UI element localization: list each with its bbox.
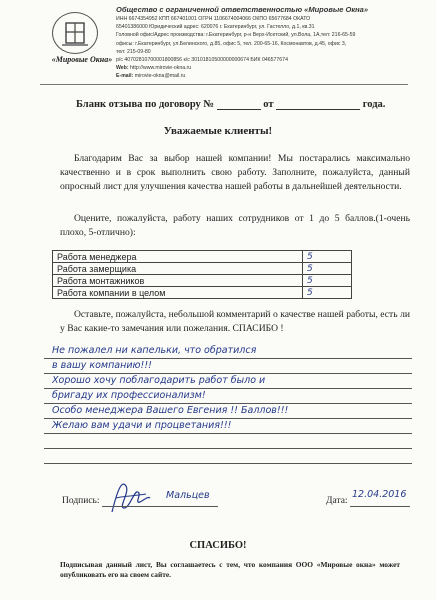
form-title <box>76 99 396 110</box>
comment-prompt: Оставьте, пожалуйста, небольшой комментарий о качестве нашей работы, есть ли у Вас какие-то замечания или пожелания. СПАСИБО ! <box>60 309 410 334</box>
web-label: Web: <box>116 65 129 72</box>
comment-line[interactable]: Хорошо хочу поблагодарить работ было и <box>44 374 412 389</box>
logo-caption: «Мировые Окна» <box>51 55 113 64</box>
comment-line[interactable]: в вашу компанию!!! <box>44 359 412 374</box>
header-divider <box>40 84 408 85</box>
comment-line[interactable]: Желаю вам удачи и процветания!!! <box>44 419 412 434</box>
date-label: Дата: <box>326 496 348 506</box>
form-title-from: от <box>263 99 274 110</box>
comment-line[interactable]: Не пожалел ни капельки, что обратился <box>44 344 412 359</box>
company-line-3: Головной офис/Адрес производства: г.Екатеринбург, р-н Верх-Исетский, ул.Вола, 1А,тел: 216-65-59 <box>116 32 356 39</box>
web-link[interactable]: http://www.mirovie-okna.ru <box>130 65 192 72</box>
company-line-1: ИНН 6674354952 КПП 667401001 ОГРН 1106674004066 ОКПО 65677684 ОКАТО <box>116 16 311 22</box>
form-title-prefix: Бланк отзыва по договору № <box>76 99 214 110</box>
company-email <box>116 72 416 80</box>
table-row <box>53 275 352 287</box>
rating-score[interactable]: 5 <box>303 263 352 275</box>
signature-label: Подпись: <box>62 496 100 506</box>
comment-line[interactable] <box>44 434 412 449</box>
signer-name[interactable]: Мальцев <box>166 490 210 501</box>
email-link[interactable]: mirovie-okna@mail.ru <box>134 73 186 80</box>
company-name: Общество с ограниченной ответственностью «Мировые Окна» <box>116 5 369 14</box>
company-line-4: офисы: г.Екатеринбург, ул.Белинского, д.85, офис 5, тел. 200-65-16, Космонавтов, д.45, офис 3, <box>116 40 347 47</box>
company-line-6: р/с 40702810700001800856 к/с 30101810500000000674 БИК 046577674 <box>116 57 288 64</box>
footer-consent: Подписывая данный лист, Вы соглашаетесь с тем, что компания ООО «Мировые окна» может опубликовать его на своем сайте. <box>60 560 400 579</box>
table-row <box>53 263 352 275</box>
rating-score[interactable]: 5 <box>303 275 352 287</box>
intro-paragraph: Благодарим Вас за выбор нашей компании! Мы постарались максимально качественно и в срок выполнить свою работу. Заполните, пожалуйста, данный опросный лист для улучшения качества нашей работы в дальнейшей деятельности. <box>60 153 410 192</box>
date-line <box>350 506 410 507</box>
company-line-2: 65401386000 Юридический адрес: 620076 г. Екатеринбург, ул. Гастелло, д.1, кв.31 <box>116 24 315 31</box>
signature-line <box>102 506 218 507</box>
email-label: E-mail: <box>116 73 134 80</box>
table-row <box>53 251 352 263</box>
rating-prompt: Оцените, пожалуйста, работу наших сотрудников от 1 до 5 баллов.(1-очень плохо, 5-отлично): <box>60 213 410 238</box>
table-row <box>53 287 352 299</box>
rating-score[interactable]: 5 <box>303 251 352 263</box>
company-web <box>116 64 416 72</box>
contract-date-field[interactable] <box>276 99 360 110</box>
rating-label: Работа менеджера <box>53 251 303 263</box>
thanks-heading: СПАСИБО! <box>189 540 247 551</box>
comment-line[interactable]: бригаду их профессионализм! <box>44 389 412 404</box>
form-title-year: года. <box>362 99 386 110</box>
window-logo-icon <box>60 19 90 47</box>
company-line-5: тел: 215-09-80 <box>116 48 151 55</box>
contract-number-field[interactable] <box>217 99 261 110</box>
rating-label: Работа монтажников <box>53 275 303 287</box>
company-details <box>116 4 416 81</box>
date-value[interactable]: 12.04.2016 <box>352 489 407 500</box>
ratings-table <box>52 250 352 299</box>
greeting-heading: Уважаемые клиенты! <box>163 125 273 137</box>
comment-area[interactable] <box>44 344 412 464</box>
rating-label: Работа замерщика <box>53 263 303 275</box>
company-logo <box>52 12 98 54</box>
rating-score[interactable]: 5 <box>303 287 352 299</box>
handwritten-signature <box>104 478 154 516</box>
comment-line[interactable] <box>44 449 412 464</box>
comment-line[interactable]: Особо менеджера Вашего Евгения !! Баллов!!! <box>44 404 412 419</box>
rating-label: Работа компании в целом <box>53 287 303 299</box>
